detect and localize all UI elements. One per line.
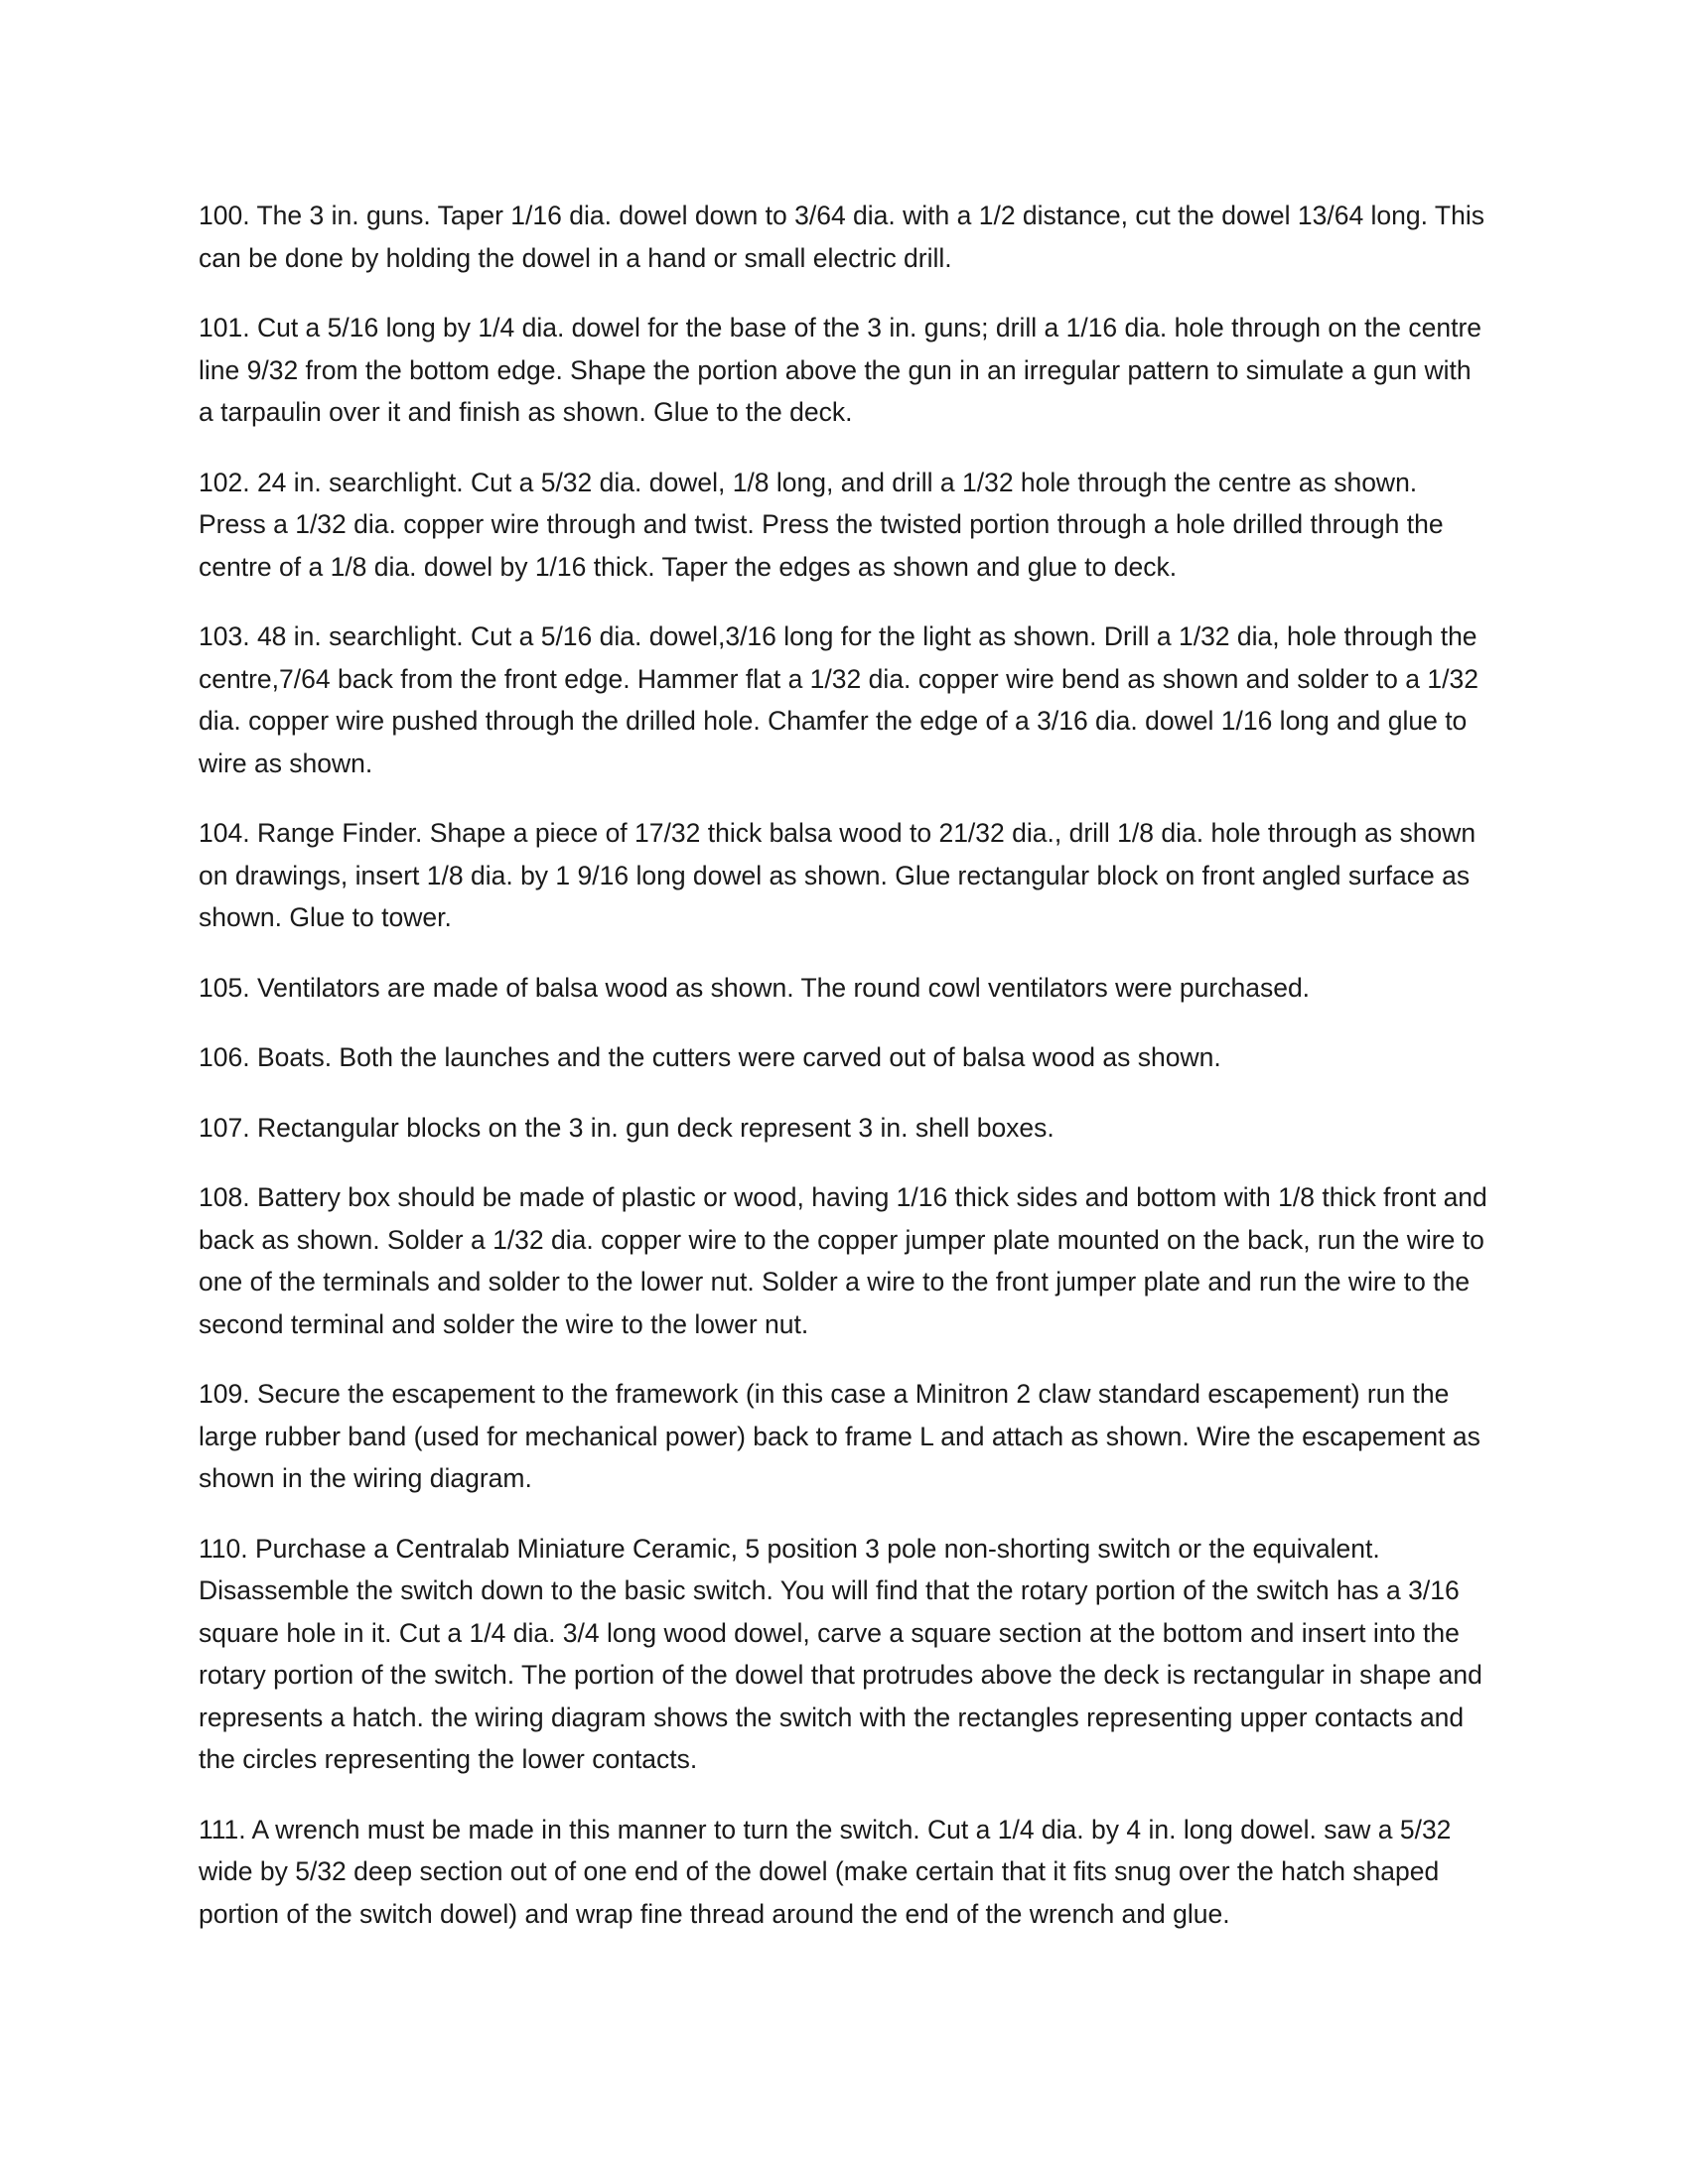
document-body [199, 195, 1489, 1963]
paragraph-109: 109. Secure the escapement to the framework (in this case a Minitron 2 claw standard escapement) run the large rubber band (used for mechanical power) back to frame L and attach as shown. Wire the escapement as shown in the wiring diagram. [199, 1379, 1480, 1493]
paragraph-104: 104. Range Finder. Shape a piece of 17/32 thick balsa wood to 21/32 dia., drill 1/8 dia. hole through as shown on drawings, insert 1/8 dia. by 1 9/16 long dowel as shown. Glue rectangular block on front angled surface as shown. Glue to tower. [199, 818, 1477, 932]
paragraph-100: 100. The 3 in. guns. Taper 1/16 dia. dowel down to 3/64 dia. with a 1/2 distance, cut the dowel 13/64 long. This can be done by holding the dowel in a hand or small electric drill. [199, 201, 1484, 273]
paragraph-110: 110. Purchase a Centralab Miniature Ceramic, 5 position 3 pole non-shorting switch or the equivalent. Disassemble the switch down to the basic switch. You will find that the rotary portion of the switch has a 3/16 square hole in it. Cut a 1/4 dia. 3/4 long wood dowel, carve a square section at the bottom and insert into the rotary portion of the switch. The portion of the dowel that protrudes above the deck is rectangular in shape and represents a hatch. the wiring diagram shows the switch with the rectangles representing upper contacts and the circles representing the lower contacts. [199, 1533, 1482, 1774]
paragraph-111: 111. A wrench must be made in this manner to turn the switch. Cut a 1/4 dia. by 4 in. long dowel. saw a 5/32 wide by 5/32 deep section out of one end of the dowel (make certain that it fits snug over the hatch shaped portion of the switch dowel) and wrap fine thread around the end of the wrench and glue. [199, 1814, 1452, 1929]
paragraph-108: 108. Battery box should be made of plastic or wood, having 1/16 thick sides and bottom with 1/8 thick front and back as shown. Solder a 1/32 dia. copper wire to the copper jumper plate mounted on the back, run the wire to one of the terminals and solder to the lower nut. Solder a wire to the front jumper plate and run the wire to the second terminal and solder the wire to the lower nut. [199, 1182, 1487, 1339]
paragraph-105: 105. Ventilators are made of balsa wood as shown. The round cowl ventilators were purchased. [199, 972, 1311, 1003]
paragraph-101: 101. Cut a 5/16 long by 1/4 dia. dowel for the base of the 3 in. guns; drill a 1/16 dia. hole through on the centre line 9/32 from the bottom edge. Shape the portion above the gun in an irregular pattern to simulate a gun with a tarpaulin over it and finish as shown. Glue to the deck. [199, 313, 1482, 427]
paragraph-103: 103. 48 in. searchlight. Cut a 5/16 dia. dowel,3/16 long for the light as shown. Drill a 1/32 dia, hole through the centre,7/64 back from the front edge. Hammer flat a 1/32 dia. copper wire bend as shown and solder to a 1/32 dia. copper wire pushed through the drilled hole. Chamfer the edge of a 3/16 dia. dowel 1/16 long and glue to wire as shown. [199, 621, 1478, 778]
paragraph-102: 102. 24 in. searchlight. Cut a 5/32 dia. dowel, 1/8 long, and drill a 1/32 hole through the centre as shown. Press a 1/32 dia. copper wire through and twist. Press the twisted portion through a hole drilled through the centre of a 1/8 dia. dowel by 1/16 thick. Taper the edges as shown and glue to deck. [199, 467, 1444, 582]
paragraph-107: 107. Rectangular blocks on the 3 in. gun deck represent 3 in. shell boxes. [199, 1112, 1055, 1143]
paragraph-106: 106. Boats. Both the launches and the cutters were carved out of balsa wood as shown. [199, 1042, 1221, 1072]
